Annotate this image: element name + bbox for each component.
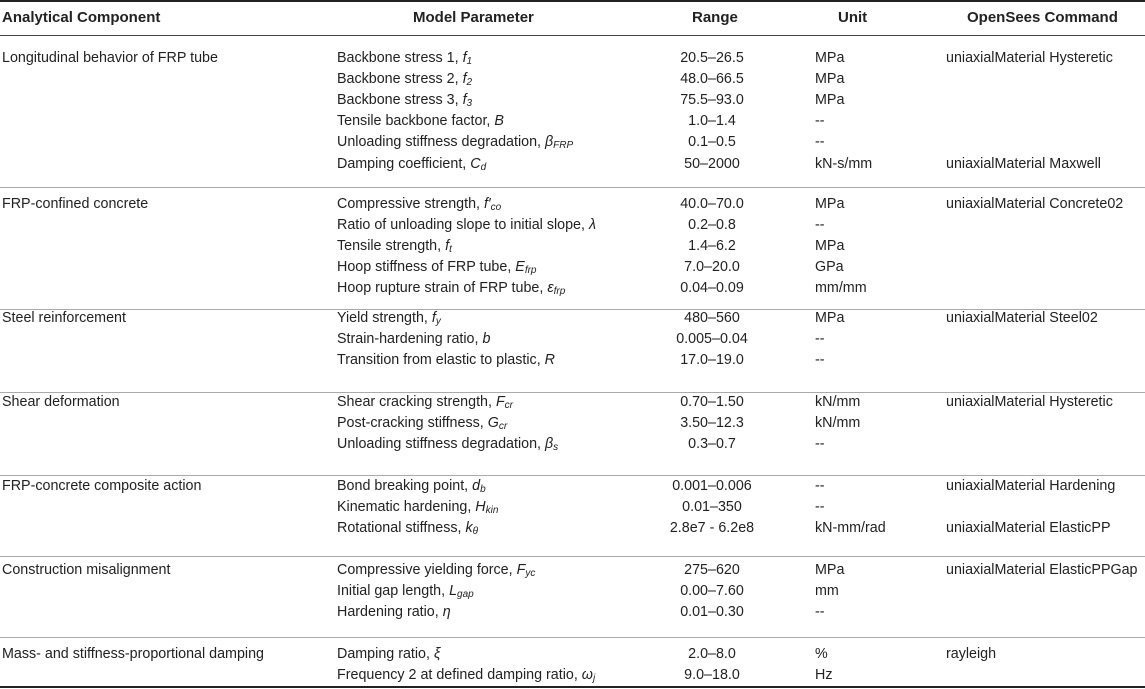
range-cell: 0.01–0.30 xyxy=(680,604,744,621)
parameter-symbol xyxy=(449,583,474,599)
symbol-subscript: frp xyxy=(553,286,566,298)
opensees-command-cell: uniaxialMaterial Hysteretic xyxy=(946,50,1113,66)
unit-cell: MPa xyxy=(815,238,845,255)
symbol-main: f xyxy=(462,71,467,88)
opensees-command-cell: uniaxialMaterial Concrete02 xyxy=(946,196,1124,212)
range-cell: 0.00–7.60 xyxy=(680,583,744,600)
unit-cell: -- xyxy=(815,499,825,516)
analytical-component-cell: Longitudinal behavior of FRP tube xyxy=(2,50,218,66)
parameter-label: Damping ratio, xyxy=(337,646,434,662)
opensees-command-cell: uniaxialMaterial Hardening xyxy=(946,478,1116,494)
symbol-subscript: FRP xyxy=(553,140,574,152)
table-row xyxy=(0,560,1145,581)
unit-cell: kN/mm xyxy=(815,394,861,410)
symbol-subscript: d xyxy=(480,161,487,173)
parameter-label: Compressive yielding force, xyxy=(337,562,517,578)
opensees-command-cell: uniaxialMaterial ElasticPP xyxy=(946,520,1111,537)
symbol-main: f xyxy=(431,310,436,326)
range-cell: 1.0–1.4 xyxy=(688,113,736,130)
unit-cell: GPa xyxy=(815,259,844,276)
top-rule xyxy=(0,0,1145,2)
model-parameter-cell xyxy=(337,434,558,458)
model-parameter-cell xyxy=(337,154,486,178)
parameter-symbol xyxy=(463,92,473,108)
header-rule xyxy=(0,35,1145,36)
parameter-symbol xyxy=(582,667,595,683)
parameter-symbol xyxy=(443,604,451,620)
parameter-symbol xyxy=(475,499,498,515)
unit-cell: kN-mm/rad xyxy=(815,520,886,537)
symbol-main: f xyxy=(462,50,467,66)
range-cell: 9.0–18.0 xyxy=(684,667,740,684)
unit-cell: MPa xyxy=(815,310,845,326)
range-cell: 0.2–0.8 xyxy=(688,217,736,234)
group-divider xyxy=(0,187,1145,188)
range-cell: 0.01–350 xyxy=(682,499,742,516)
parameter-label: Bond breaking point, xyxy=(337,478,473,494)
symbol-main: F xyxy=(516,562,526,578)
parameter-symbol xyxy=(545,436,558,452)
symbol-subscript: t xyxy=(449,244,452,256)
symbol-main: λ xyxy=(588,217,596,234)
symbol-main: F xyxy=(495,394,505,410)
table-row xyxy=(0,257,1145,278)
symbol-subscript: gap xyxy=(457,589,474,601)
symbol-subscript: j xyxy=(592,673,596,685)
parameter-symbol xyxy=(484,196,501,212)
table-row xyxy=(0,308,1145,329)
symbol-subscript: cr xyxy=(504,400,514,411)
parameter-symbol xyxy=(496,394,513,410)
parameter-symbol xyxy=(463,71,473,87)
table-row xyxy=(0,154,1145,175)
parameter-label: Frequency 2 at defined damping ratio, xyxy=(337,667,582,684)
symbol-main: d xyxy=(472,478,481,494)
unit-cell: MPa xyxy=(815,71,845,88)
parameter-label: Backbone stress 1, xyxy=(337,50,463,66)
range-cell: 50–2000 xyxy=(684,155,740,172)
symbol-subscript: 2 xyxy=(466,77,473,89)
group-divider xyxy=(0,556,1145,557)
unit-cell: -- xyxy=(815,113,825,130)
parameter-symbol xyxy=(432,310,441,326)
table-row xyxy=(0,476,1145,497)
range-cell: 0.001–0.006 xyxy=(672,478,752,494)
model-parameter-cell xyxy=(337,518,478,542)
table-row xyxy=(0,644,1145,665)
range-cell: 75.5–93.0 xyxy=(680,92,744,109)
header-unit: Unit xyxy=(838,9,868,26)
range-cell: 0.70–1.50 xyxy=(680,394,744,410)
unit-cell: -- xyxy=(815,478,825,494)
parameter-label: Backbone stress 2, xyxy=(337,71,463,88)
model-parameter-cell xyxy=(337,215,596,236)
table-row xyxy=(0,581,1145,602)
range-cell: 17.0–19.0 xyxy=(680,352,744,369)
symbol-main: f xyxy=(462,92,467,109)
symbol-subscript: co xyxy=(490,202,502,213)
unit-cell: MPa xyxy=(815,92,845,109)
table-row xyxy=(0,90,1145,111)
table-row xyxy=(0,194,1145,215)
parameter-label: Transition from elastic to plastic, xyxy=(337,352,545,369)
parameter-symbol xyxy=(517,562,536,578)
table-row xyxy=(0,329,1145,350)
opensees-command-cell: uniaxialMaterial Hysteretic xyxy=(946,394,1113,410)
symbol-main: b xyxy=(482,331,491,348)
table-row xyxy=(0,497,1145,518)
table-row xyxy=(0,132,1145,153)
symbol-main: E xyxy=(515,259,525,276)
parameter-label: Hardening ratio, xyxy=(337,604,443,621)
symbol-main: B xyxy=(494,113,504,130)
parameter-label: Tensile backbone factor, xyxy=(337,113,495,130)
group-divider xyxy=(0,637,1145,638)
unit-cell: -- xyxy=(815,134,825,151)
symbol-main: C xyxy=(470,155,481,172)
parameter-symbol xyxy=(547,280,565,296)
unit-cell: MPa xyxy=(815,50,845,66)
symbol-main: ε xyxy=(547,280,554,297)
parameter-label: Shear cracking strength, xyxy=(337,394,496,410)
analytical-component-cell: Construction misalignment xyxy=(2,562,171,578)
symbol-subscript: θ xyxy=(472,526,479,538)
symbol-subscript: kin xyxy=(485,505,499,517)
symbol-main: G xyxy=(487,415,499,432)
symbol-subscript: cr xyxy=(498,421,508,433)
range-cell: 2.0–8.0 xyxy=(688,646,736,662)
parameter-label: Compressive strength, xyxy=(337,196,484,212)
parameter-label: Backbone stress 3, xyxy=(337,92,463,109)
unit-cell: kN-s/mm xyxy=(815,155,873,172)
analytical-component-cell: Shear deformation xyxy=(2,394,120,410)
table-row xyxy=(0,392,1145,413)
symbol-subscript: y xyxy=(435,316,441,327)
unit-cell: MPa xyxy=(815,562,845,578)
range-cell: 3.50–12.3 xyxy=(680,415,744,432)
parameter-label: Unloading stiffness degradation, xyxy=(337,134,545,151)
parameter-label: Rotational stiffness, xyxy=(337,520,466,537)
table-row xyxy=(0,69,1145,90)
range-cell: 1.4–6.2 xyxy=(688,238,736,255)
opensees-command-cell: rayleigh xyxy=(946,646,997,662)
model-parameter-cell xyxy=(337,644,440,665)
symbol-main: R xyxy=(544,352,555,369)
range-cell: 0.005–0.04 xyxy=(676,331,748,348)
model-parameter-cell xyxy=(337,350,555,371)
parameter-symbol xyxy=(482,331,490,347)
model-parameter-cell xyxy=(337,602,451,623)
parameter-label: Kinematic hardening, xyxy=(337,499,476,516)
unit-cell: mm/mm xyxy=(815,280,867,297)
symbol-subscript: s xyxy=(553,442,559,454)
parameter-label: Hoop rupture strain of FRP tube, xyxy=(337,280,548,297)
parameter-label: Yield strength, xyxy=(337,310,432,326)
parameter-label: Unloading stiffness degradation, xyxy=(337,436,545,453)
symbol-main: f′ xyxy=(484,196,491,212)
unit-cell: -- xyxy=(815,352,825,369)
table-row xyxy=(0,518,1145,539)
range-cell: 7.0–20.0 xyxy=(684,259,740,276)
parameter-symbol xyxy=(463,50,473,66)
parameter-symbol xyxy=(445,238,452,254)
parameter-label: Strain-hardening ratio, xyxy=(337,331,483,348)
table-row xyxy=(0,111,1145,132)
table-row xyxy=(0,665,1145,686)
parameter-symbol xyxy=(494,113,504,129)
parameter-symbol xyxy=(434,646,440,662)
opensees-command-cell: uniaxialMaterial Maxwell xyxy=(946,155,1101,172)
range-cell: 40.0–70.0 xyxy=(680,196,744,212)
unit-cell: kN/mm xyxy=(815,415,861,432)
parameter-symbol xyxy=(545,352,555,368)
parameter-label: Tensile strength, xyxy=(337,238,446,255)
opensees-command-cell: uniaxialMaterial ElasticPPGap xyxy=(946,562,1138,578)
range-cell: 20.5–26.5 xyxy=(680,50,744,66)
symbol-main: f xyxy=(445,238,450,255)
range-cell: 2.8e7 - 6.2e8 xyxy=(669,520,755,537)
unit-cell: mm xyxy=(815,583,839,600)
symbol-subscript: yc xyxy=(525,568,536,579)
parameter-symbol xyxy=(515,259,536,275)
header-analytical-component: Analytical Component xyxy=(2,9,161,26)
symbol-main: L xyxy=(449,583,458,600)
model-parameter-cell xyxy=(337,329,490,350)
parameter-label: Hoop stiffness of FRP tube, xyxy=(337,259,516,276)
parameter-symbol xyxy=(465,520,478,536)
parameter-symbol xyxy=(545,134,573,150)
table-row xyxy=(0,602,1145,623)
range-cell: 275–620 xyxy=(684,562,740,578)
model-parameter-cell xyxy=(337,278,565,302)
unit-cell: -- xyxy=(815,217,825,234)
symbol-main: β xyxy=(544,436,554,453)
range-cell: 0.1–0.5 xyxy=(688,134,736,151)
symbol-subscript: 1 xyxy=(466,56,473,67)
parameter-symbol xyxy=(470,156,486,172)
unit-cell: -- xyxy=(815,604,825,621)
symbol-subscript: b xyxy=(480,484,486,495)
symbol-main: ω xyxy=(581,667,593,684)
range-cell: 48.0–66.5 xyxy=(680,71,744,88)
parameter-symbol xyxy=(488,415,507,431)
parameter-symbol xyxy=(472,478,486,494)
symbol-main: k xyxy=(465,520,473,537)
parameter-label: Post-cracking stiffness, xyxy=(337,415,488,432)
table-row xyxy=(0,215,1145,236)
range-cell: 480–560 xyxy=(684,310,740,326)
symbol-main: H xyxy=(475,499,486,516)
header-range: Range xyxy=(692,9,738,26)
parameter-symbol xyxy=(589,217,596,233)
table-row xyxy=(0,48,1145,69)
header-model-parameter: Model Parameter xyxy=(413,9,534,26)
symbol-subscript: 3 xyxy=(466,98,473,110)
table-row xyxy=(0,350,1145,371)
model-parameter-cell xyxy=(337,111,504,132)
bottom-rule xyxy=(0,686,1145,688)
table-row xyxy=(0,236,1145,257)
unit-cell: MPa xyxy=(815,196,845,212)
symbol-main: ξ xyxy=(433,646,441,662)
unit-cell: % xyxy=(815,646,828,662)
table-row xyxy=(0,278,1145,299)
parameter-label: Damping coefficient, xyxy=(337,155,471,172)
symbol-subscript: frp xyxy=(524,265,537,277)
table-row xyxy=(0,434,1145,455)
parameter-label: Ratio of unloading slope to initial slope, xyxy=(337,217,589,234)
symbol-main: β xyxy=(544,134,554,151)
range-cell: 0.04–0.09 xyxy=(680,280,744,297)
range-cell: 0.3–0.7 xyxy=(688,436,736,453)
unit-cell: -- xyxy=(815,436,825,453)
analytical-component-cell: Mass- and stiffness-proportional damping xyxy=(2,646,264,662)
opensees-command-cell: uniaxialMaterial Steel02 xyxy=(946,310,1098,326)
unit-cell: Hz xyxy=(815,667,833,684)
table-row xyxy=(0,413,1145,434)
analytical-component-cell: FRP-concrete composite action xyxy=(2,478,202,494)
parameter-label: Initial gap length, xyxy=(337,583,450,600)
analytical-component-cell: Steel reinforcement xyxy=(2,310,126,326)
symbol-main: η xyxy=(442,604,451,621)
header-opensees-command: OpenSees Command xyxy=(967,9,1118,26)
unit-cell: -- xyxy=(815,331,825,348)
analytical-component-cell: FRP-confined concrete xyxy=(2,196,149,212)
